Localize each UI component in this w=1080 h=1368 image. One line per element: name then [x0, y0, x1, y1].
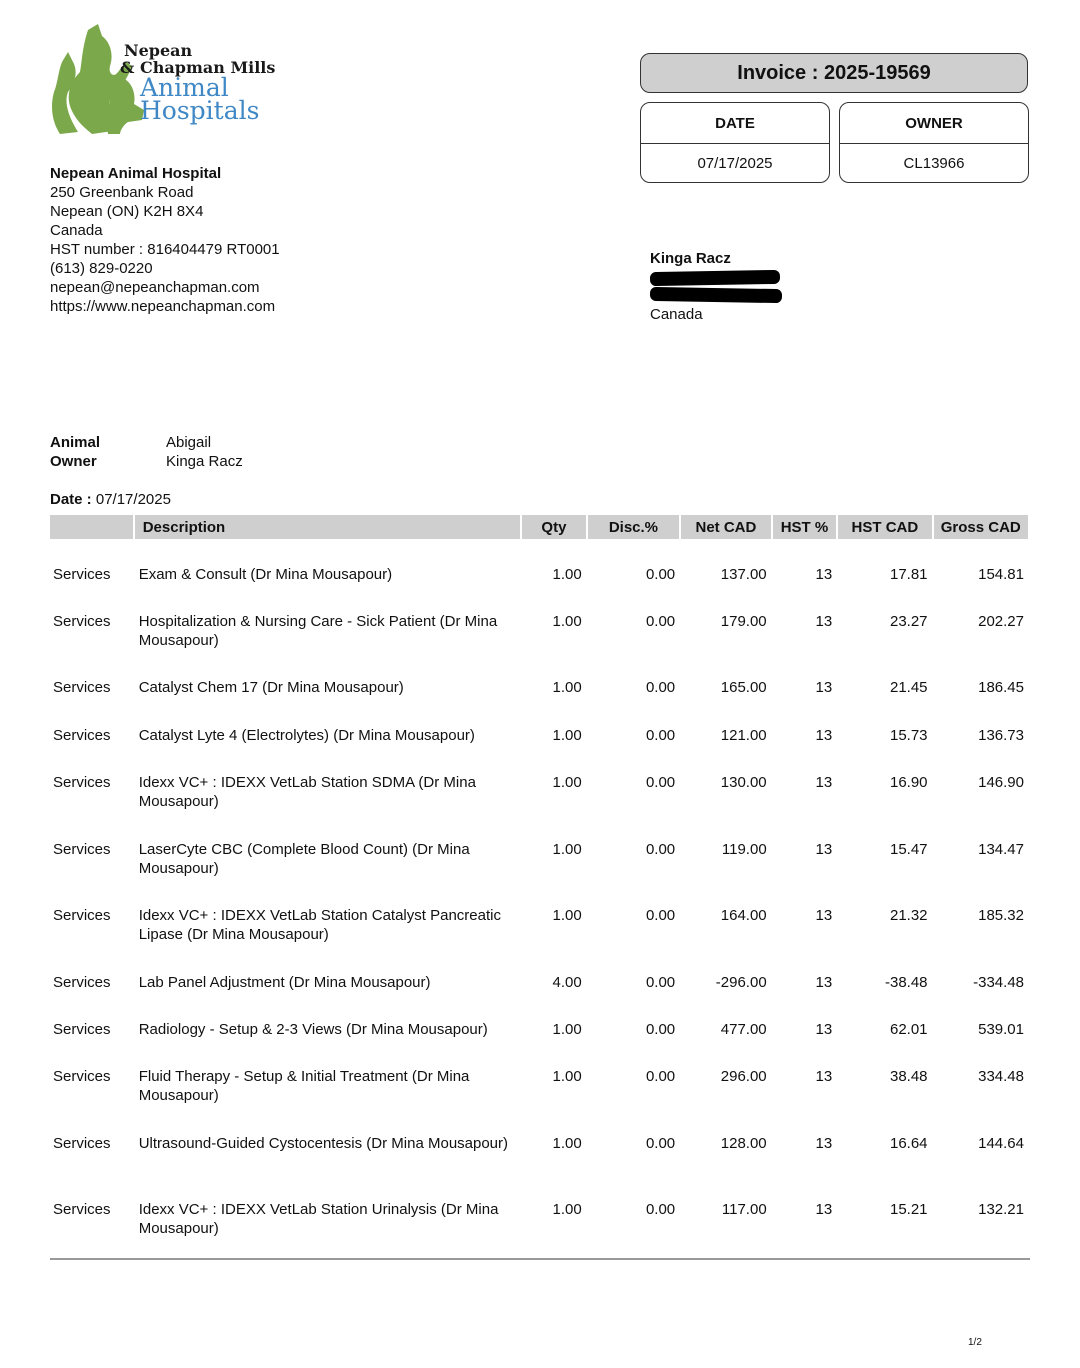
row-net: 128.00 — [680, 1134, 772, 1200]
header-gross: Gross CAD — [933, 515, 1028, 539]
row-hst-cad: 15.73 — [837, 726, 932, 773]
row-qty: 1.00 — [521, 906, 587, 973]
row-hst-cad: 62.01 — [837, 1020, 932, 1067]
logo-line4: Hospitals — [140, 96, 260, 125]
clinic-email: nepean@nepeanchapman.com — [50, 279, 260, 296]
clinic-logo — [48, 22, 288, 142]
logo-line1: Nepean — [124, 41, 193, 60]
header-hst-pct: HST % — [772, 515, 838, 539]
row-qty: 4.00 — [521, 973, 587, 1020]
row-disc: 0.00 — [587, 1020, 680, 1067]
row-category: Services — [53, 907, 111, 924]
table-row — [50, 1020, 1028, 1067]
row-category: Services — [53, 1068, 111, 1085]
table-row — [50, 726, 1028, 773]
row-hst-cad: 21.32 — [837, 906, 932, 973]
owner-label: Owner — [50, 453, 97, 470]
row-hst-cad: 38.48 — [837, 1067, 932, 1134]
row-description: Catalyst Chem 17 (Dr Mina Mousapour) — [134, 678, 521, 726]
row-net: -296.00 — [680, 973, 772, 1020]
row-description: Exam & Consult (Dr Mina Mousapour) — [134, 539, 521, 612]
table-row — [50, 840, 1028, 906]
clinic-info — [50, 164, 280, 316]
row-disc: 0.00 — [587, 1134, 680, 1200]
table-bottom-rule — [50, 1258, 1030, 1260]
row-hst-pct: 13 — [772, 840, 838, 906]
row-gross: 134.47 — [933, 840, 1028, 906]
header-description: Description — [134, 515, 521, 539]
table-row — [50, 612, 1028, 678]
header-hst-cad: HST CAD — [837, 515, 932, 539]
row-hst-pct: 13 — [772, 973, 838, 1020]
row-disc: 0.00 — [587, 840, 680, 906]
clinic-address-line1: 250 Greenbank Road — [50, 184, 194, 201]
row-category: Services — [53, 727, 111, 744]
invoice-date-label: DATE — [641, 103, 829, 144]
row-description: Hospitalization & Nursing Care - Sick Patient (Dr Mina Mousapour) — [134, 612, 521, 678]
row-gross: 186.45 — [933, 678, 1028, 726]
client-address — [650, 249, 782, 324]
row-disc: 0.00 — [587, 973, 680, 1020]
service-date-value: 07/17/2025 — [95, 491, 171, 508]
row-gross: 146.90 — [933, 773, 1028, 840]
row-hst-cad: 17.81 — [837, 539, 932, 612]
table-body — [50, 539, 1028, 1266]
row-gross: 154.81 — [933, 539, 1028, 612]
header-category — [50, 515, 134, 539]
clinic-country: Canada — [50, 222, 103, 239]
invoice-date-box — [640, 102, 830, 183]
row-net: 477.00 — [680, 1020, 772, 1067]
table-row — [50, 539, 1028, 612]
page-number: 1/2 — [968, 1337, 982, 1348]
redaction-mark — [650, 287, 782, 303]
row-net: 296.00 — [680, 1067, 772, 1134]
row-disc: 0.00 — [587, 612, 680, 678]
invoice-owner-label: OWNER — [840, 103, 1028, 144]
header-net: Net CAD — [680, 515, 772, 539]
row-description: Idexx VC+ : IDEXX VetLab Station Catalyst Pancreatic Lipase (Dr Mina Mousapour) — [134, 906, 521, 973]
row-qty: 1.00 — [521, 1067, 587, 1134]
row-hst-cad: -38.48 — [837, 973, 932, 1020]
row-description: Fluid Therapy - Setup & Initial Treatment (Dr Mina Mousapour) — [134, 1067, 521, 1134]
row-net: 119.00 — [680, 840, 772, 906]
table-header-row — [50, 515, 1028, 539]
row-net: 121.00 — [680, 726, 772, 773]
row-gross: 334.48 — [933, 1067, 1028, 1134]
row-hst-pct: 13 — [772, 906, 838, 973]
row-net: 117.00 — [680, 1200, 772, 1266]
row-qty: 1.00 — [521, 726, 587, 773]
clinic-phone: (613) 829-0220 — [50, 260, 153, 277]
clinic-name: Nepean Animal Hospital — [50, 165, 222, 182]
service-date-label: Date : — [50, 491, 92, 508]
row-qty: 1.00 — [521, 1200, 587, 1266]
row-qty: 1.00 — [521, 840, 587, 906]
row-category: Services — [53, 774, 111, 791]
service-date — [50, 491, 171, 508]
redaction-mark — [650, 270, 780, 286]
row-description: Lab Panel Adjustment (Dr Mina Mousapour) — [134, 973, 521, 1020]
invoice-title: Invoice : 2025-19569 — [737, 61, 931, 84]
row-hst-pct: 13 — [772, 1134, 838, 1200]
row-qty: 1.00 — [521, 678, 587, 726]
table-row — [50, 1067, 1028, 1134]
logo-line2: & Chapman Mills — [120, 58, 276, 77]
invoice-title-box — [640, 53, 1028, 93]
row-disc: 0.00 — [587, 1200, 680, 1266]
clinic-address-line2: Nepean (ON) K2H 8X4 — [50, 203, 204, 220]
row-category: Services — [53, 974, 111, 991]
row-qty: 1.00 — [521, 1020, 587, 1067]
animal-value: Abigail — [166, 434, 212, 451]
invoice-owner-box — [839, 102, 1029, 183]
row-category: Services — [53, 841, 111, 858]
row-hst-pct: 13 — [772, 1200, 838, 1266]
table-row — [50, 906, 1028, 973]
row-description: Idexx VC+ : IDEXX VetLab Station SDMA (Dr Mina Mousapour) — [134, 773, 521, 840]
table-row — [50, 973, 1028, 1020]
client-country: Canada — [650, 306, 703, 323]
row-category: Services — [53, 679, 111, 696]
invoice-owner-value: CL13966 — [903, 155, 965, 172]
row-description: Ultrasound-Guided Cystocentesis (Dr Mina Mousapour) — [134, 1134, 521, 1200]
row-qty: 1.00 — [521, 1134, 587, 1200]
row-category: Services — [53, 613, 111, 630]
row-gross: 136.73 — [933, 726, 1028, 773]
row-gross: 539.01 — [933, 1020, 1028, 1067]
row-hst-pct: 13 — [772, 1067, 838, 1134]
owner-value: Kinga Racz — [166, 453, 243, 470]
row-hst-pct: 13 — [772, 539, 838, 612]
row-gross: 202.27 — [933, 612, 1028, 678]
table-row — [50, 1134, 1028, 1200]
row-hst-cad: 15.47 — [837, 840, 932, 906]
header-qty: Qty — [521, 515, 587, 539]
row-description: Idexx VC+ : IDEXX VetLab Station Urinalysis (Dr Mina Mousapour) — [134, 1200, 521, 1266]
row-disc: 0.00 — [587, 726, 680, 773]
row-gross: 132.21 — [933, 1200, 1028, 1266]
table-row — [50, 1200, 1028, 1266]
invoice-items-table — [50, 515, 1028, 1266]
row-disc: 0.00 — [587, 678, 680, 726]
table-row — [50, 773, 1028, 840]
clinic-website: https://www.nepeanchapman.com — [50, 298, 276, 315]
row-hst-cad: 16.90 — [837, 773, 932, 840]
row-category: Services — [53, 1201, 111, 1218]
row-disc: 0.00 — [587, 1067, 680, 1134]
row-gross: 185.32 — [933, 906, 1028, 973]
row-hst-pct: 13 — [772, 612, 838, 678]
row-net: 137.00 — [680, 539, 772, 612]
row-disc: 0.00 — [587, 906, 680, 973]
row-qty: 1.00 — [521, 773, 587, 840]
row-net: 165.00 — [680, 678, 772, 726]
row-hst-pct: 13 — [772, 1020, 838, 1067]
header-disc: Disc.% — [587, 515, 680, 539]
row-hst-cad: 16.64 — [837, 1134, 932, 1200]
row-category: Services — [53, 566, 111, 583]
animal-label: Animal — [50, 434, 101, 451]
invoice-date-value: 07/17/2025 — [697, 155, 773, 172]
row-gross: 144.64 — [933, 1134, 1028, 1200]
row-description: Radiology - Setup & 2-3 Views (Dr Mina Mousapour) — [134, 1020, 521, 1067]
table-row — [50, 678, 1028, 726]
row-hst-pct: 13 — [772, 678, 838, 726]
clinic-hst-number: HST number : 816404479 RT0001 — [50, 241, 280, 258]
row-qty: 1.00 — [521, 612, 587, 678]
row-net: 164.00 — [680, 906, 772, 973]
patient-info — [50, 433, 243, 471]
row-hst-pct: 13 — [772, 726, 838, 773]
row-net: 179.00 — [680, 612, 772, 678]
row-qty: 1.00 — [521, 539, 587, 612]
client-name: Kinga Racz — [650, 250, 731, 267]
row-category: Services — [53, 1135, 111, 1152]
row-net: 130.00 — [680, 773, 772, 840]
row-disc: 0.00 — [587, 773, 680, 840]
logo-line3: Animal — [140, 73, 229, 102]
row-description: Catalyst Lyte 4 (Electrolytes) (Dr Mina Mousapour) — [134, 726, 521, 773]
row-gross: -334.48 — [933, 973, 1028, 1020]
row-hst-cad: 23.27 — [837, 612, 932, 678]
row-hst-cad: 15.21 — [837, 1200, 932, 1266]
row-hst-cad: 21.45 — [837, 678, 932, 726]
row-disc: 0.00 — [587, 539, 680, 612]
row-description: LaserCyte CBC (Complete Blood Count) (Dr Mina Mousapour) — [134, 840, 521, 906]
row-category: Services — [53, 1021, 111, 1038]
row-hst-pct: 13 — [772, 773, 838, 840]
